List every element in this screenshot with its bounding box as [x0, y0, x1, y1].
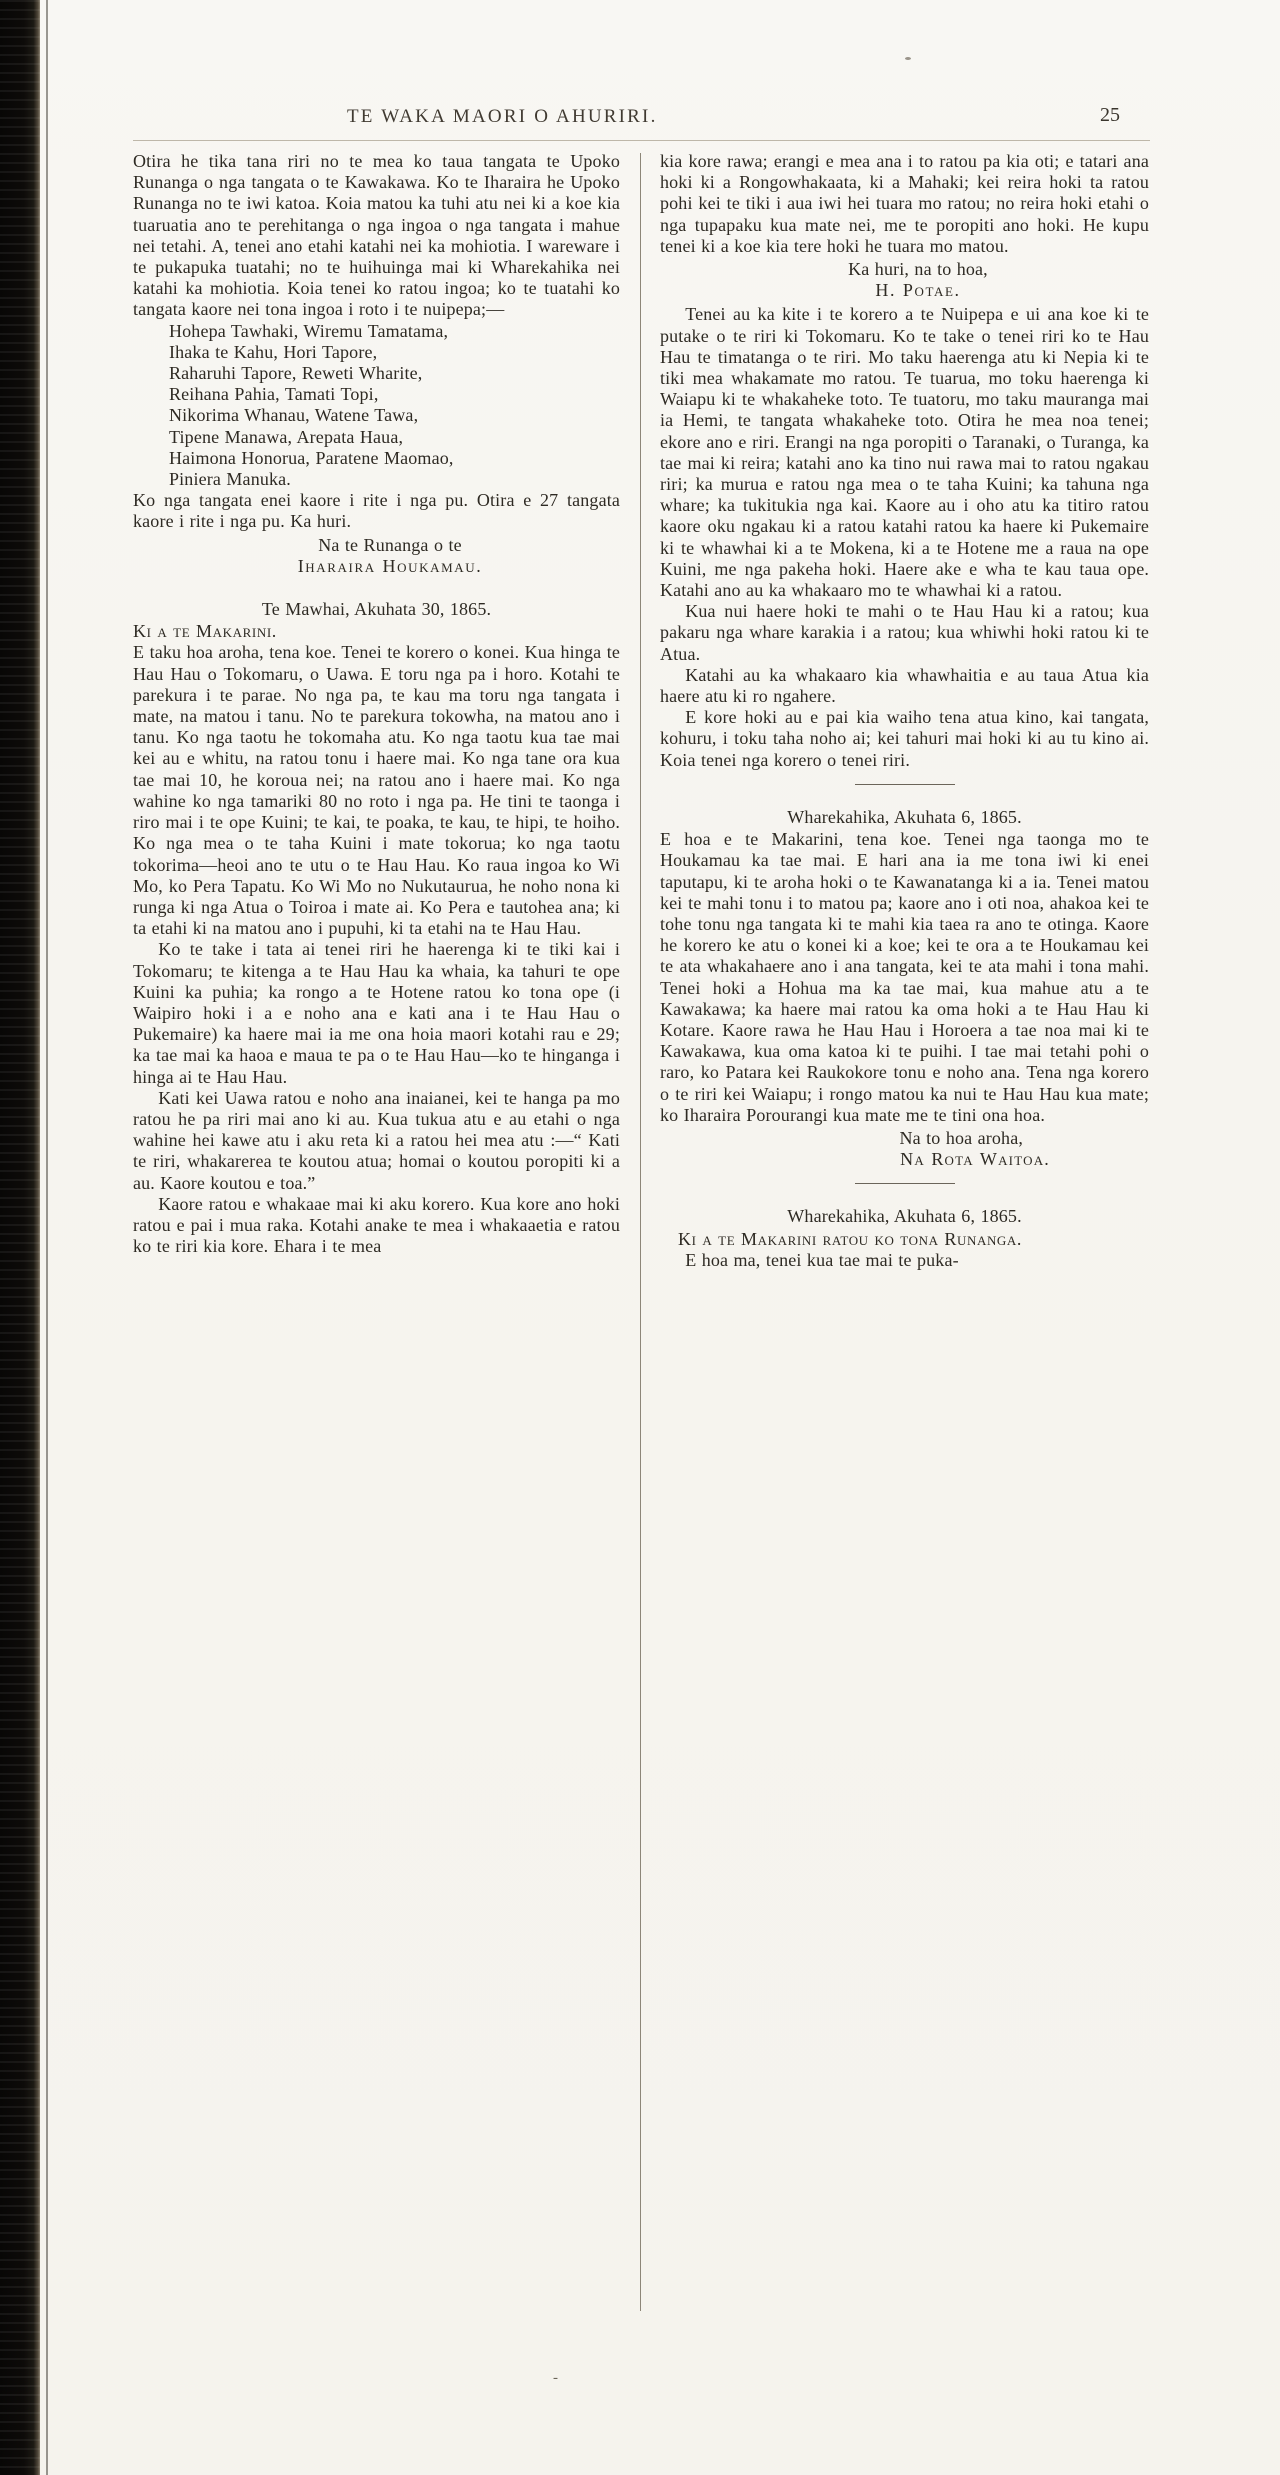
binding-edge-line	[46, 0, 48, 2475]
name-list-line: Haimona Honorua, Paratene Maomao,	[169, 447, 454, 468]
paragraph: Kua nui haere hoki te mahi o te Hau Hau ki a ratou; kua pakaru nga whare karakia i a ratou; kua whiwhi hoki ratou ki te Atua.	[660, 601, 1149, 664]
dateline: Wharekahika, Akuhata 6, 1865.	[787, 806, 1022, 827]
paragraph: Otira he tika tana riri no te mea ko taua tangata te Upoko Runanga o nga tangata o te Kawakawa. Ko te Iharaira he Upoko Runanga no te iwi katoa. Koia matou ka tuhi atu nei ki a koe kia tuaruatia ano te perehitanga o nga ingoa o nga tangata i mahue nei tetahi. A, tenei ano etahi katahi nei ka mohiotia. I wareware i te pukapuka tuatahi; no te huihuinga mai ki Wharekahika nei katahi ka mohiotia. Koia tenei ko ratou ingoa; ko te tuatahi ko tangata kaore nei tona ingoa i roto i te nuipepa;—	[133, 151, 620, 320]
column-divider-rule	[640, 153, 641, 2311]
name-list-line: Reihana Pahia, Tamati Topi,	[169, 384, 379, 405]
signature-line: Ka huri, na to hoa,	[848, 259, 988, 280]
section-divider	[855, 1183, 955, 1184]
name-list-line: Nikorima Whanau, Watene Tawa,	[169, 405, 419, 426]
paragraph: Katahi au ka whakaaro kia whawhaitia e au taua Atua kia haere atu ki ro ngahere.	[660, 664, 1149, 707]
name-list-line: Hohepa Tawhaki, Wiremu Tamatama,	[169, 320, 449, 341]
dateline: Wharekahika, Akuhata 6, 1865.	[787, 1206, 1022, 1227]
signature-line: Na te Runanga o te	[318, 534, 462, 555]
paragraph: Ko nga tangata enei kaore i rite i nga pu. Otira e 27 tangata kaore i rite i nga pu. Ka huri.	[133, 490, 620, 532]
paragraph: E kore hoki au e pai kia waiho tena atua kino, kai tangata, kohuru, i toku taha noho ai; kei tahuri mai hoki ki au tu kino ai. Koia tenei nga korero o tenei riri.	[660, 707, 1149, 770]
salutation: Ki a te Makarini.	[133, 621, 277, 642]
scan-speck	[905, 57, 911, 60]
binding-edge	[0, 0, 40, 2475]
paragraph: E taku hoa aroha, tena koe. Tenei te korero o konei. Kua hinga te Hau Hau o Tokomaru, o Uawa. E toru nga pa i horo. Kotahi te parekura i te parae. No nga pa, te kau ma toru nga tangata i mate, na matou i tanu. No te parekura tokowha, na matou ano i tanu. Ko nga taotu he tokomaha atu. Ko nga taotu kua tae mai kei au e whitu, na ratou tonu i haere mai. Ko nga tane ora kua tae mai 10, he koroua nei; na ratou ano i haere mai. Ko nga wahine ko nga tamariki 80 no roto i nga pa. He tini te taonga i riro mai i te ope Kuini; te kai, te poaka, te kau, te hipi, te hoiho. Ko nga mea o te taha Kuini i mate tokorua; ko nga taotu tokorima—heoi ano te utu o te Hau Hau. Ko raua ingoa ko Wi Mo, ko Pera Tapatu. Ko Wi Mo no Nukutaurua, he noho nona ki runga ki nga Atua o Toiroa i mate ai. Ko Pera e tautohea ana; ki ta etahi ki na matou ano i pupuhi, ki ta etahi na te Hau Hau.	[133, 642, 620, 939]
name-list-line: Tipene Manawa, Arepata Haua,	[169, 426, 404, 447]
paragraph: E hoa ma, tenei kua tae mai te puka-	[685, 1249, 959, 1270]
paragraph: Kati kei Uawa ratou e noho ana inaianei, kei te hanga pa mo ratou he pa riri mai ano ki au. Kua tukua atu e au etahi o nga wahine hei kawe atu i aku reta ki a ratou hei mea atu :—“ Kati te riri, whakarerea te koutou atua; homai o koutou poropiti ki a au. Kaore koutou e toa.”	[133, 1087, 620, 1193]
scan-artifact-mark: -	[553, 2370, 558, 2386]
signature-name: H. Potae.	[875, 280, 961, 301]
paragraph: Ko te take i tata ai tenei riri he haerenga ki te tiki kai i Tokomaru; te kitenga a te Hau Hau ka whaia, ka tahuri te ope Kuini ka puhia; ka rongo a te Hotene ratou ko tona ope (i Waipiro hoki i a e noho ana e kati ana i te Hau Hau o Pukemaire) ka haere mai ia me ona hoia maori kotahi rau e 29; ka tae mai ka haoa e maua te pa o te Hau Hau—ko te hinganga i hinga ai te Hau Hau.	[133, 939, 620, 1087]
signature-name: Iharaira Houkamau.	[297, 555, 483, 576]
page-number: 25	[1100, 104, 1120, 126]
paragraph: Kaore ratou e whakaae mai ki aku korero. Kua kore ano hoki ratou e pai i mua raka. Kotahi anake te mea i whakaaetia e ratou ko te riri kia kore. Ehara i te mea	[133, 1193, 620, 1257]
paragraph: Tenei au ka kite i te korero a te Nuipepa e ui ana koe ki te putake o te riri ki Tokomaru. Ko te take o tenei riri ko te Hau Hau te timatanga o te riri. Mo taku haerenga atu ki Nepia ki te tiki mea whakamate mo ratou. Te tuarua, mo toku haerenga ki Waiapu ki te whakaheke toto. Te tuatoru, mo taku mauranga mai ia Hemi, te tangata whakaheke toto. Otira he mea noa tenei; ekore ano e riri. Erangi na nga poropiti o Taranaki, o Turanga, ka tae mai ki reira; katahi ano ka tino nui rawa mai to ratou ngakau riri; ka murua e ratou nga mea o te taha Kuini; ka tahuna nga whare; ka tukitukia nga kai. Kaore au i oho atu ka titiro ratou kaore oku ngakau ki a ratou katahi ratou ka haere ki Pukemaire ki te whawhai ki a te Mokena, ki a te Hotene me a raua na ope Kuini, me nga pakeha hoki. Haere ake e wha te kau taua ope. Katahi ano au ka whakaaro mo te whawhai ki a ratou.	[660, 304, 1149, 601]
signature-line: Na to hoa aroha,	[899, 1127, 1023, 1148]
dateline: Te Mawhai, Akuhata 30, 1865.	[261, 599, 492, 620]
page-body	[133, 104, 1150, 2311]
section-heading: Ki a te Makarini ratou ko tona Runanga.	[678, 1228, 1023, 1249]
newspaper-title: TE WAKA MAORI O AHURIRI.	[347, 106, 658, 127]
name-list-line: Raharuhi Tapore, Reweti Wharite,	[169, 363, 423, 384]
header-rule	[133, 140, 1150, 141]
section-divider	[855, 784, 955, 785]
text-columns	[133, 151, 1150, 2311]
name-list-line: Ihaka te Kahu, Hori Tapore,	[169, 341, 378, 362]
paragraph: kia kore rawa; erangi e mea ana i to ratou pa kia oti; e tatari ana hoki ki a Rongowhakaata, ki a Mahaki; kei reira hoki ta ratou pohi kei te tiki i aua iwi hei tuara mo ratou; no reira hoki etahi o nga tupapaku kua mate nei, me te poropiti ano hoki. He kupu tenei ki a koe kia tere hoki he tuara mo matou.	[660, 151, 1149, 256]
signature-name: Na Rota Waitoa.	[900, 1149, 1050, 1170]
right-column	[660, 151, 1149, 2311]
left-column	[133, 151, 620, 2311]
name-list-line: Piniera Manuka.	[169, 469, 291, 490]
names-list	[133, 321, 620, 491]
paragraph: E hoa e te Makarini, tena koe. Tenei nga taonga mo te Houkamau ka tae mai. E hari ana ia me tona iwi ki enei taputapu, ki te aroha hoki o te Kawanatanga ki a ia. Tenei matou kei te mahi tonu i to matou pa; kaore ano i oti noa, ahakoa kei te tohe tonu nga tangata ki te mahi kia taea ra ano te otinga. Kaore he korero ke atu o konei ki a koe; kei te ora a te Houkamau kei te ata whakahaere ano i ana tangata, kei te ata mahi i tona mahi. Tenei hoki a Hohua ma ka tae mai, kua mahue atu a te Kawakawa; ka haere mai ratou ka oma hoki a te Hau Hau ki Kotare. Kaore rawa he Hau Hau i Horoera a tae noa mai ki te Kawakawa, kua oma katoa ki te puihi. I tae mai tetahi pohi o raro, ko Patara kei Raukokore tonu e noho ana. Tena nga korero o te riri kei Waiapu; i rongo matou ka nui te Hau Hau kua mate; ko Iharaira Porourangi kua mate me te tini ona hoa.	[660, 829, 1149, 1125]
masthead	[133, 104, 1150, 136]
